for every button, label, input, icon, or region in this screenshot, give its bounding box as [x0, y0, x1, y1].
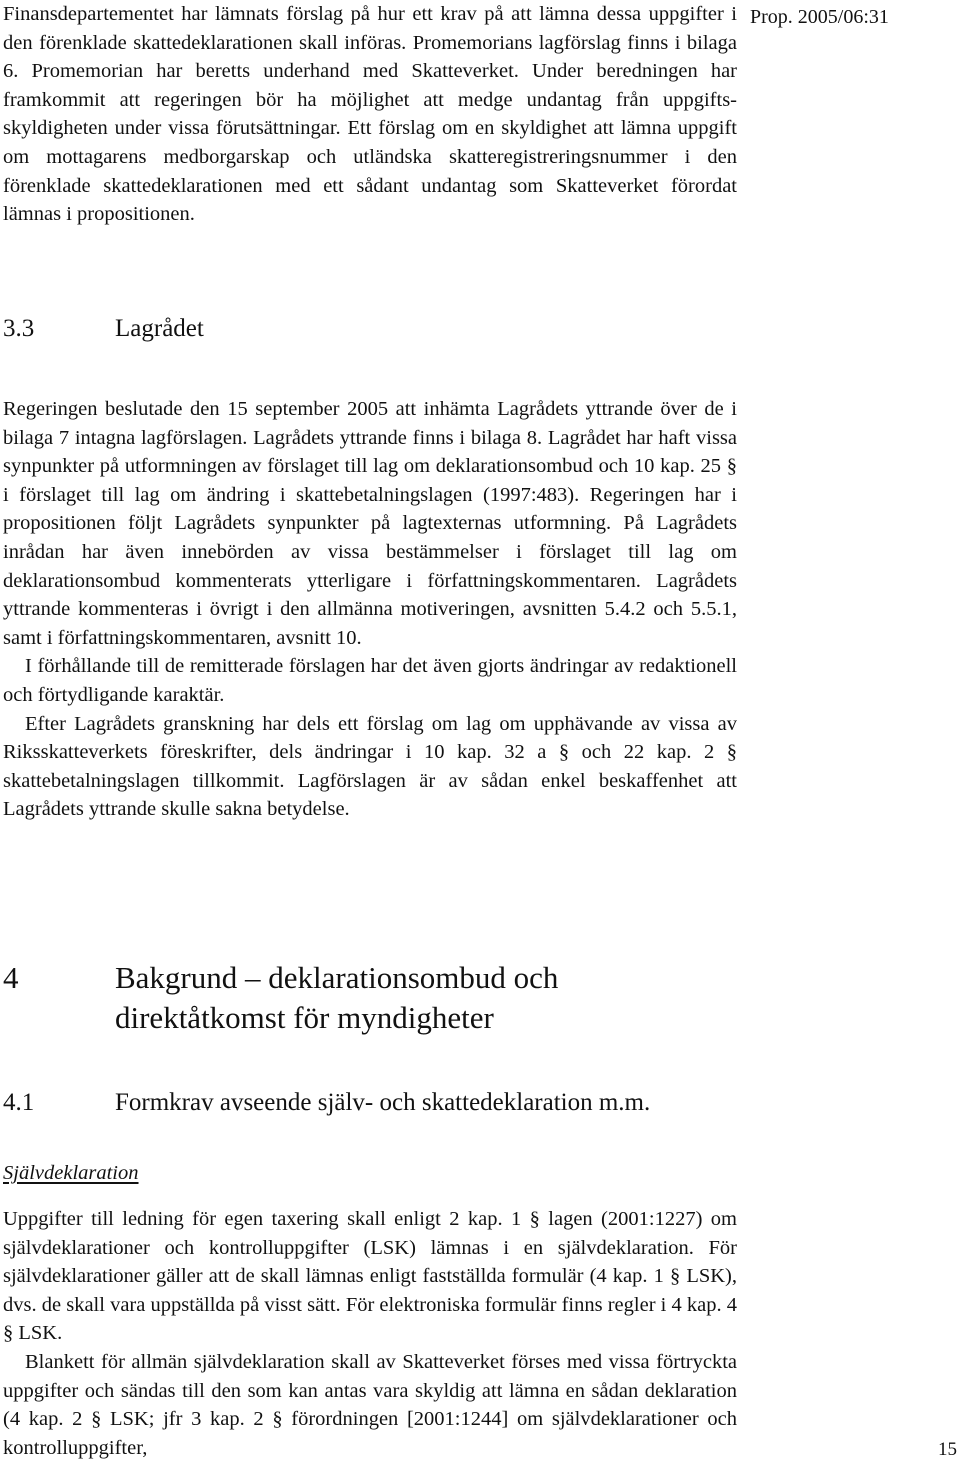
section-number: 3.3: [3, 315, 35, 342]
chapter-4-heading: [3, 958, 558, 1038]
section-4-1-heading: [3, 1088, 650, 1118]
chapter-number: 4: [3, 960, 19, 995]
paragraph-lagradet-1: Regeringen beslutade den 15 september 2005 att inhämta Lagrådets yttrande över de i bilaga 7 intagna lagförslagen. Lagrådets yttrande finns i bilaga 8. Lagrådet har haft vissa synpunkter på utformningen av förslaget till lag om deklarationsombud och 10 kap. 25 § i förslaget till lag om ändring i skattebetalningslagen (1997:483). Regeringen har i propositionen följt Lagrådets synpunkter på lagtexternas utformning. På Lagrådets inrådan har även innebörden av vissa bestämmelser i förslaget till lag om deklarationsombud kommenterats ytterligare i författningskommentaren. Lagrådets yttrande kommenteras i övrigt i den allmänna motiveringen, avsnitten 5.4.2 och 5.5.1, samt i författningskommentaren, avsnitt 10.: [3, 398, 737, 649]
section-3-3-heading: [3, 314, 204, 344]
section-title: Lagrådet: [115, 315, 204, 342]
chapter-title-line-1: Bakgrund – deklarationsombud och: [115, 960, 559, 995]
section-number: 4.1: [3, 1089, 35, 1116]
section-title: Formkrav avseende själv- och skattedeklaration m.m.: [115, 1089, 651, 1116]
paragraph-sjalvdeklaration-1: Uppgifter till ledning för egen taxering skall enligt 2 kap. 1 § lagen (2001:1227) om självdeklarationer och kontrolluppgifter (LSK) lämnas i en självdeklaration. För självdeklarationer gäller att de skall lämnas enligt fastställda formulär (4 kap. 1 § LSK), dvs. de skall vara uppställda på visst sätt. För elektroniska formulär finns regler i 4 kap. 4 § LSK.: [3, 1208, 737, 1345]
paragraph-opening: Finansdepartementet har lämnats förslag på hur ett krav på att lämna dessa uppgifter i den förenklade skattedeklarationen skall införas. Promemorians lagförslag finns i bilaga 6. Promemorian har beretts underhand med Skatteverket. Under beredningen har framkommit att regeringen bör ha möjlighet att medge undantag från uppgiftsskyldigheten under vissa förutsättningar. Ett förslag om en skyldighet att lämna uppgift om mottagarens medborgarskap och utländska skatteregistreringsnummer i den förenklade skattedeklarationen med ett sådant undantag som Skatteverket förordat lämnas i propositionen.: [3, 3, 737, 226]
paragraph-lagradet-2: I förhållande till de remitterade förslagen har det även gjorts ändringar av redaktionell och förtydligande karaktär.: [3, 655, 737, 706]
opening-block: [3, 0, 737, 229]
section-4-1-body: [3, 1205, 737, 1462]
paragraph-sjalvdeklaration-2: Blankett för allmän självdeklaration skall av Skatteverket förses med vissa förtryckta uppgifter och sändas till den som kan antas vara skyldig att lämna en sådan deklaration (4 kap. 2 § LSK; jfr 3 kap. 2 § förordningen [2001:1244] om självdeklarationer och kontrolluppgifter,: [3, 1350, 737, 1459]
paragraph-lagradet-3: Efter Lagrådets granskning har dels ett förslag om lag om upphävande av vissa av Riksskatteverkets föreskrifter, dels ändringar i 10 kap. 32 a § och 22 kap. 2 § skattebetalningslagen tillkommit. Lagförslagen är av sådan enkel beskaffenhet att Lagrådets yttrande skulle sakna betydelse.: [3, 712, 737, 821]
chapter-title: [115, 958, 558, 1038]
page-number: 15: [938, 1439, 957, 1460]
proposition-reference: Prop. 2005/06:31: [750, 6, 889, 28]
subheading-sjalvdeklaration: Självdeklaration: [3, 1162, 139, 1184]
chapter-title-line-2: direktåtkomst för myndigheter: [115, 1000, 494, 1035]
section-3-3-body: [3, 395, 737, 824]
